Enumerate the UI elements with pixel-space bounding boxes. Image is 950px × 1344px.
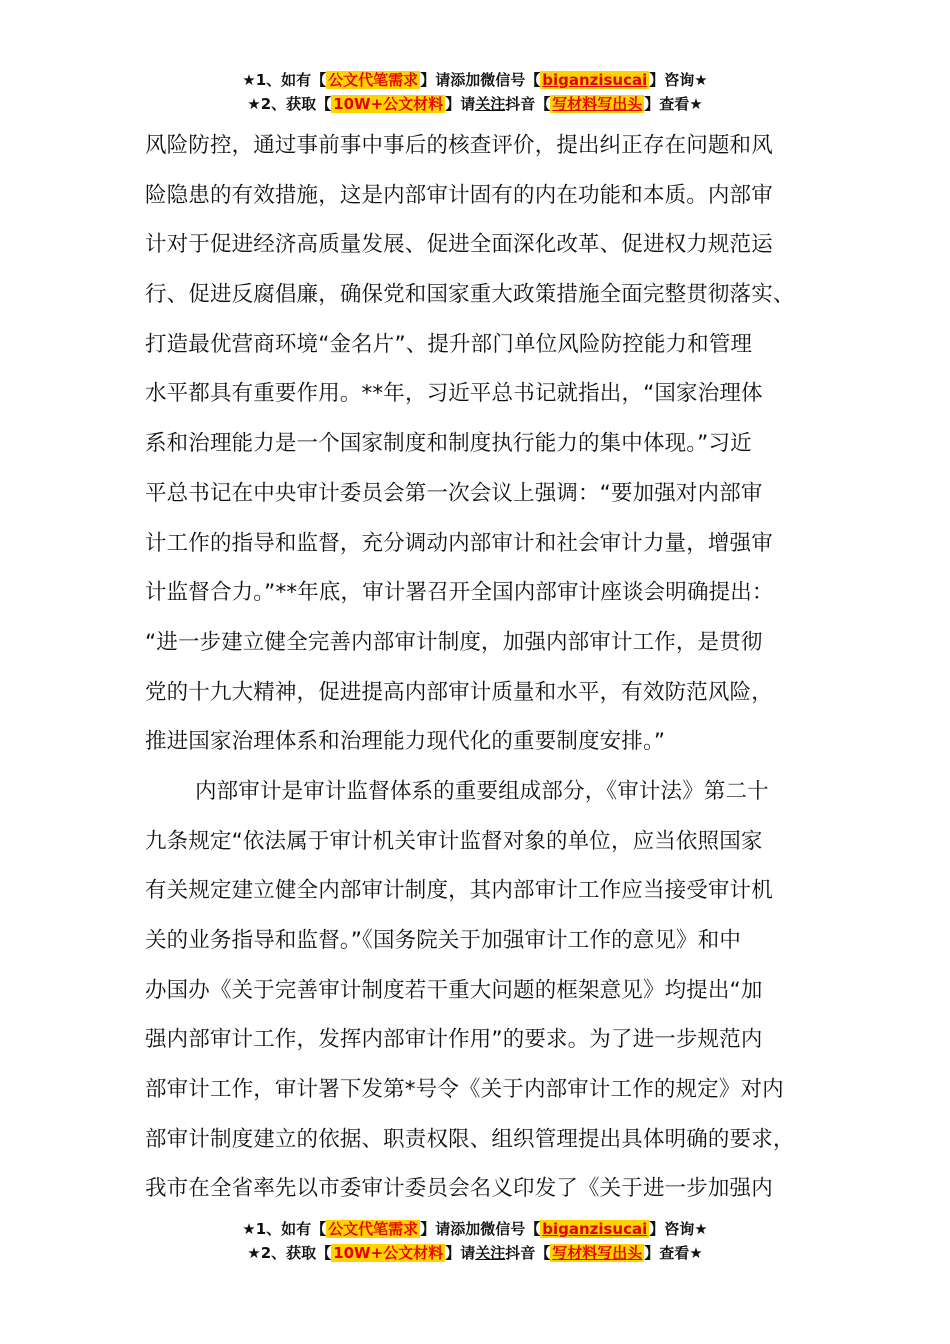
banner-text: 】请添加微信号【 — [420, 1220, 541, 1238]
body-line: 系和治理能力是一个国家制度和制度执行能力的集中体现。”习近 — [145, 431, 752, 457]
body-line: 平总书记在中央审计委员会第一次会议上强调：“要加强对内部审 — [145, 480, 763, 506]
banner-text: 】咨询★ — [649, 1220, 708, 1238]
body-line: 风险防控，通过事前事中事后的核查评价，提出纠正存在问题和风 — [145, 133, 773, 158]
banner-text: ★2、获取【 — [247, 1244, 332, 1262]
body-line: 险隐患的有效措施，这是内部审计固有的内在功能和本质。内部审 — [145, 182, 773, 208]
banner-line-1 — [0, 68, 950, 92]
body-line: 党的十九大精神，促进提高内部审计质量和水平，有效防范风险， — [145, 679, 773, 705]
banner-text: 】咨询★ — [649, 71, 708, 89]
banner-text: ★1、如有【 — [242, 71, 327, 89]
banner-follow: 关注 — [475, 95, 506, 113]
body-line: 九条规定“依法属于审计机关审计监督对象的单位，应当依照国家 — [145, 828, 763, 854]
highlight-wechat-id: biganzisucai — [542, 71, 648, 89]
body-line: 水平都具有重要作用。**年，习近平总书记就指出，“国家治理体 — [145, 381, 763, 407]
highlight-materials: 10W+公文材料 — [333, 1244, 444, 1262]
header-banner — [0, 68, 950, 116]
body-line: 部审计工作，审计署下发第*号令《关于内部审计工作的规定》对内 — [145, 1077, 784, 1103]
body-line: “进一步建立健全完善内部审计制度，加强内部审计工作，是贯彻 — [145, 629, 763, 655]
banner-line-2 — [0, 1241, 950, 1265]
banner-text: 】请 — [445, 95, 476, 113]
document-body — [145, 121, 815, 1214]
banner-line-1 — [0, 1217, 950, 1241]
highlight-ghostwriting: 公文代笔需求 — [328, 1220, 419, 1238]
body-line: 推进国家治理体系和治理能力现代化的重要制度安排。” — [145, 729, 666, 755]
banner-text: 】查看★ — [644, 95, 703, 113]
body-line: 计工作的指导和监督，充分调动内部审计和社会审计力量，增强审 — [145, 530, 773, 556]
banner-text: ★2、获取【 — [247, 95, 332, 113]
highlight-douyin-account: 写材料写出头 — [552, 1244, 643, 1262]
highlight-materials: 10W+公文材料 — [333, 95, 444, 113]
banner-line-2 — [0, 92, 950, 116]
body-line: 打造最优营商环境“金名片”、提升部门单位风险防控能力和管理 — [145, 331, 753, 357]
highlight-wechat-id: biganzisucai — [542, 1220, 648, 1238]
banner-text: 抖音【 — [505, 1244, 551, 1262]
body-line: 部审计制度建立的依据、职责权限、组织管理提出具体明确的要求， — [145, 1126, 795, 1152]
banner-text: ★1、如有【 — [242, 1220, 327, 1238]
body-line: 计监督合力。”**年底，审计署召开全国内部审计座谈会明确提出： — [145, 580, 774, 606]
body-line: 行、促进反腐倡廉，确保党和国家重大政策措施全面完整贯彻落实、 — [145, 282, 795, 308]
body-line: 强内部审计工作，发挥内部审计作用”的要求。为了进一步规范内 — [145, 1027, 763, 1053]
highlight-douyin-account: 写材料写出头 — [552, 95, 643, 113]
body-line: 我市在全省率先以市委审计委员会名义印发了《关于进一步加强内 — [145, 1176, 773, 1202]
body-line-paragraph-start: 内部审计是审计监督体系的重要组成部分，《审计法》第二十 — [195, 778, 769, 804]
banner-text: 】请添加微信号【 — [420, 71, 541, 89]
banner-text: 】请 — [445, 1244, 476, 1262]
highlight-ghostwriting: 公文代笔需求 — [328, 71, 419, 89]
body-line: 办国办《关于完善审计制度若干重大问题的框架意见》均提出“加 — [145, 977, 763, 1003]
banner-follow: 关注 — [475, 1244, 506, 1262]
banner-text: 抖音【 — [505, 95, 551, 113]
body-line: 关的业务指导和监督。”《国务院关于加强审计工作的意见》和中 — [145, 928, 741, 953]
banner-text: 】查看★ — [644, 1244, 703, 1262]
body-line: 计对于促进经济高质量发展、促进全面深化改革、促进权力规范运 — [145, 232, 773, 258]
footer-banner — [0, 1217, 950, 1265]
body-line: 有关规定建立健全内部审计制度，其内部审计工作应当接受审计机 — [145, 878, 773, 904]
